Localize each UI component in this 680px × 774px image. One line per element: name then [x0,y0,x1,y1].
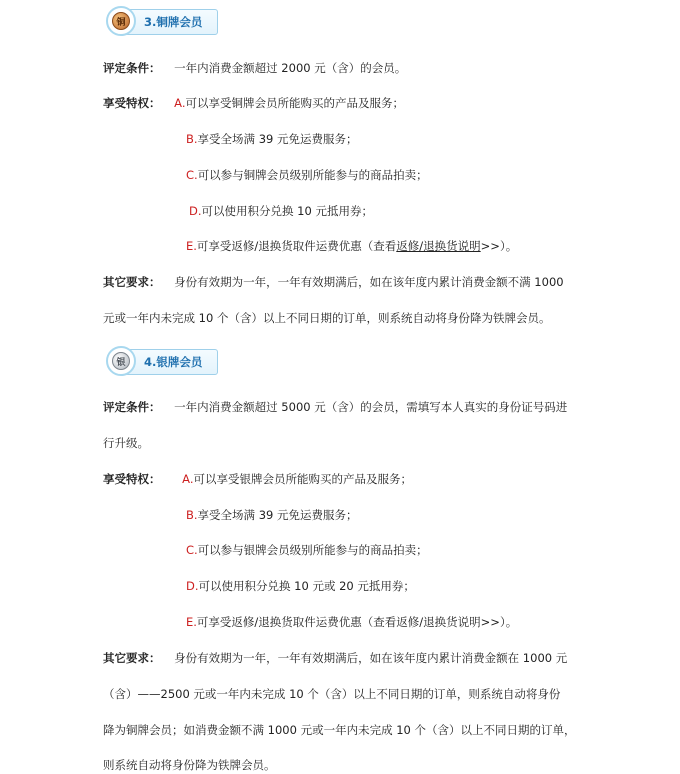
benefit-text: 可以享受铜牌会员所能购买的产品及服务； [185,96,404,110]
condition-label: 评定条件： [103,61,161,75]
condition-text-line: 行升级。 [103,436,149,450]
benefit-text: 享受全场满 39 元免运费服务； [197,132,358,146]
benefit-label: 享受特权： [103,472,161,486]
benefit-letter: B. [186,132,198,146]
benefit-text: 可以使用积分兑换 10 元或 20 元抵用券； [198,579,415,593]
other-row [103,650,567,666]
other-label: 其它要求： [103,275,161,289]
other-text-line: （含）——2500 元或一年内未完成 10 个（含）以上不同日期的订单，则系统自动将身份 [103,687,561,701]
silver-medal-icon: 银 [112,352,130,370]
benefit-text: 可以享受银牌会员所能购买的产品及服务； [193,472,412,486]
benefit-item [186,507,358,523]
benefit-letter: A. [174,96,186,110]
benefit-item [186,614,517,630]
benefit-item [186,238,517,254]
benefit-item [186,167,428,183]
benefit-letter: E. [186,615,197,629]
condition-text: 一年内消费金额超过 5000 元（含）的会员，需填写本人真实的身份证号码进 [174,400,568,414]
other-label: 其它要求： [103,651,161,665]
condition-row [103,60,406,76]
benefit-row [103,95,404,111]
benefit-item [189,203,373,219]
benefit-label: 享受特权： [103,96,161,110]
benefit-letter: C. [186,543,198,557]
section-title: 4.银牌会员 [144,355,203,369]
benefit-text: 可享受返修/退换货取件运费优惠（查看 [196,239,397,253]
benefit-letter: C. [186,168,198,182]
benefit-text: 可享受返修/退换货取件运费优惠（查看返修/退换货说明>>）。 [196,615,518,629]
condition-text: 一年内消费金额超过 2000 元（含）的会员。 [174,61,407,75]
other-row [103,274,564,290]
benefit-item [186,542,428,558]
badge-circle [106,346,136,376]
benefit-text: 可以参与铜牌会员级别所能参与的商品拍卖； [197,168,428,182]
other-text: 身份有效期为一年，一年有效期满后，如在该年度内累计消费金额在 1000 元 [174,651,568,665]
benefit-text-end: >>）。 [480,239,518,253]
benefit-text: 可以参与银牌会员级别所能参与的商品拍卖； [197,543,428,557]
benefit-letter: D. [189,204,202,218]
benefit-item [186,131,358,147]
badge-circle [106,6,136,36]
other-text: 身份有效期为一年，一年有效期满后，如在该年度内累计消费金额不满 1000 [174,275,564,289]
benefit-letter: B. [186,508,198,522]
benefit-letter: D. [186,579,199,593]
benefit-text: 可以使用积分兑换 10 元抵用券； [201,204,373,218]
benefit-text: 享受全场满 39 元免运费服务； [197,508,358,522]
other-text-line: 元或一年内未完成 10 个（含）以上不同日期的订单，则系统自动将身份降为铁牌会员。 [103,311,551,325]
benefit-item [186,578,415,594]
benefit-letter: E. [186,239,197,253]
other-text-line: 降为铜牌会员；如消费金额不满 1000 元或一年内未完成 10 个（含）以上不同日期的订单， [103,723,576,737]
returns-info-link[interactable]: 返修/退换货说明 [396,239,481,253]
section-header-silver [106,346,218,376]
section-header-bronze [106,6,218,36]
benefit-row [103,471,412,487]
benefit-letter: A. [182,472,194,486]
section-title: 3.铜牌会员 [144,15,203,29]
bronze-medal-icon: 铜 [112,12,130,30]
other-text-line: 则系统自动将身份降为铁牌会员。 [103,758,276,772]
condition-row [103,399,567,415]
condition-label: 评定条件： [103,400,161,414]
